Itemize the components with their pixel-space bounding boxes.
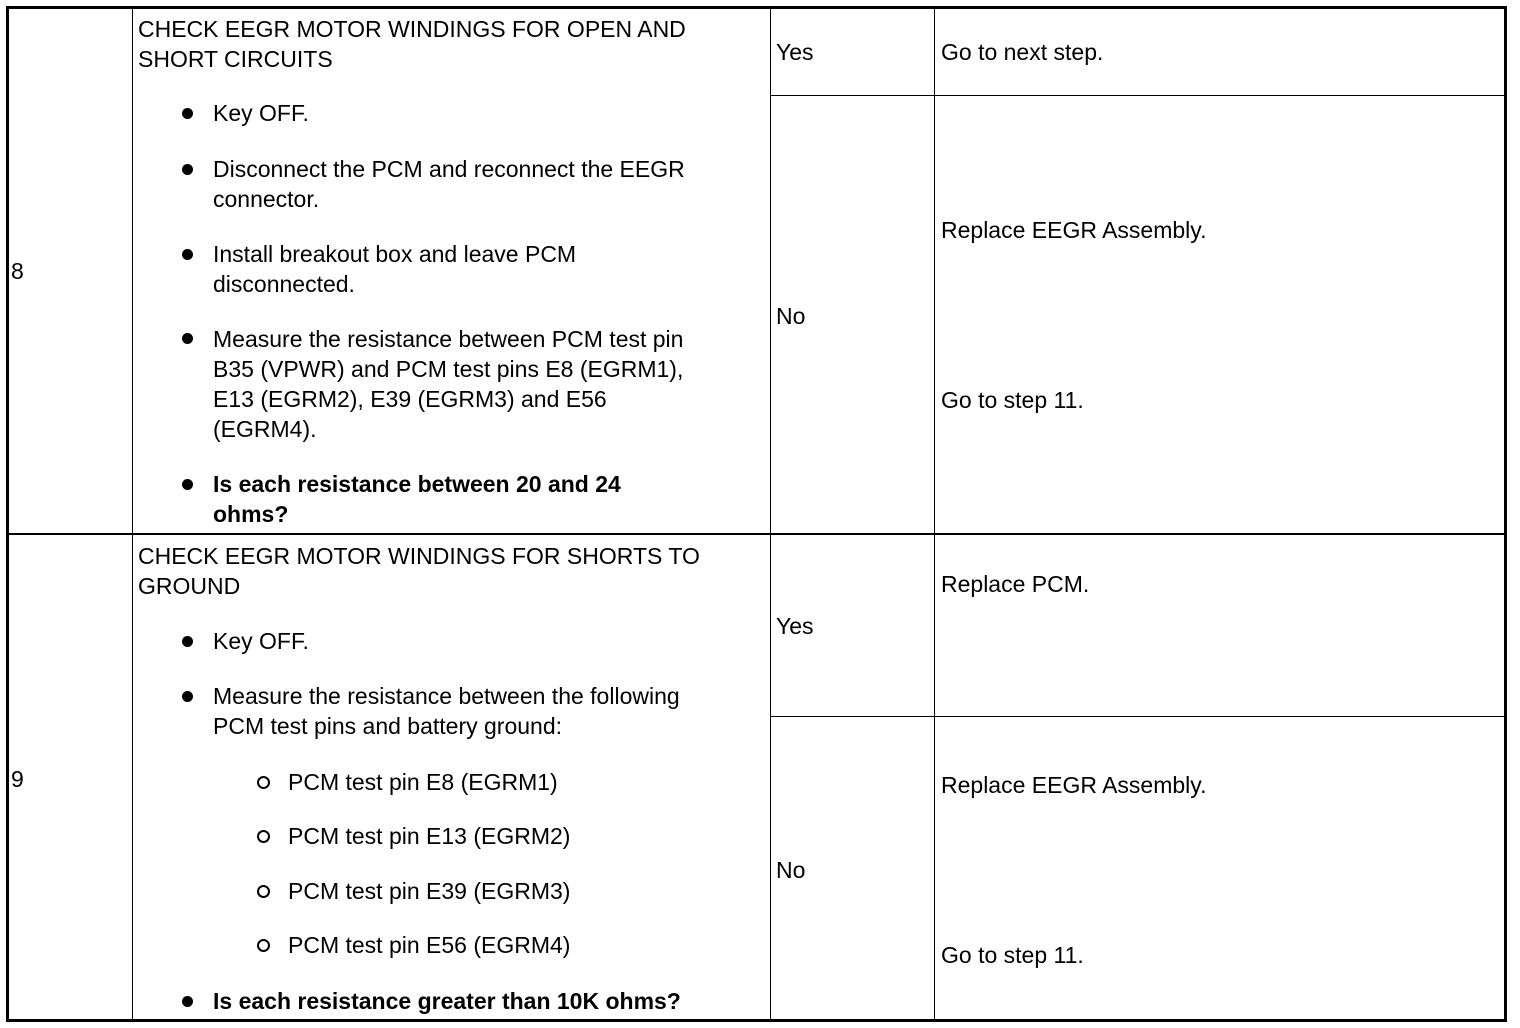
action-text: Replace EEGR Assembly. bbox=[941, 217, 1207, 243]
bullet-text: Disconnect the PCM and reconnect the EEGR bbox=[213, 156, 685, 182]
bullet-icon bbox=[182, 636, 193, 647]
bullet-icon bbox=[182, 249, 193, 260]
bullet-text: connector. bbox=[213, 186, 320, 212]
sub-bullet-icon bbox=[257, 885, 270, 898]
bullet-text: Key OFF. bbox=[213, 628, 309, 654]
sub-bullet-text: PCM test pin E8 (EGRM1) bbox=[288, 769, 558, 795]
step-title: SHORT CIRCUITS bbox=[138, 46, 333, 72]
question-text: Is each resistance between 20 and 24 bbox=[213, 471, 621, 497]
bullet-text: PCM test pins and battery ground: bbox=[213, 713, 563, 739]
bullet-icon bbox=[182, 108, 193, 119]
step-title: CHECK EEGR MOTOR WINDINGS FOR SHORTS TO bbox=[138, 543, 700, 569]
sub-bullet-icon bbox=[257, 776, 270, 789]
result-yes: Yes bbox=[776, 613, 814, 639]
question-text: ohms? bbox=[213, 501, 289, 527]
action-text: Replace EEGR Assembly. bbox=[941, 772, 1207, 798]
action-text: Go to next step. bbox=[941, 39, 1104, 65]
bullet-text: Key OFF. bbox=[213, 100, 309, 126]
result-no: No bbox=[776, 857, 806, 883]
bullet-icon bbox=[182, 691, 193, 702]
row-divider-step9-yes-no bbox=[770, 716, 1505, 717]
row-divider-step8-step9 bbox=[8, 533, 1505, 535]
bullet-icon bbox=[182, 164, 193, 175]
sub-bullet-text: PCM test pin E13 (EGRM2) bbox=[288, 823, 571, 849]
action-text: Replace PCM. bbox=[941, 571, 1090, 597]
action-text: Go to step 11. bbox=[941, 387, 1084, 413]
bullet-text: Measure the resistance between the following bbox=[213, 683, 680, 709]
sub-bullet-text: PCM test pin E39 (EGRM3) bbox=[288, 878, 571, 904]
action-text: Go to step 11. bbox=[941, 942, 1084, 968]
col-divider-number bbox=[132, 8, 133, 1020]
step-number: 8 bbox=[11, 258, 24, 284]
result-no: No bbox=[776, 303, 806, 329]
step-title: CHECK EEGR MOTOR WINDINGS FOR OPEN AND bbox=[138, 16, 686, 42]
sub-bullet-icon bbox=[257, 830, 270, 843]
question-text: Is each resistance greater than 10K ohms? bbox=[213, 988, 681, 1014]
bullet-icon bbox=[182, 996, 193, 1007]
sub-bullet-text: PCM test pin E56 (EGRM4) bbox=[288, 932, 571, 958]
col-divider-result bbox=[770, 8, 771, 1020]
bullet-icon bbox=[182, 333, 193, 344]
sub-bullet-icon bbox=[257, 939, 270, 952]
bullet-text: B35 (VPWR) and PCM test pins E8 (EGRM1), bbox=[213, 356, 684, 382]
bullet-text: E13 (EGRM2), E39 (EGRM3) and E56 bbox=[213, 386, 607, 412]
row-divider-step8-yes-no bbox=[770, 95, 1505, 96]
bullet-text: Measure the resistance between PCM test pin bbox=[213, 326, 684, 352]
bullet-text: Install breakout box and leave PCM bbox=[213, 241, 577, 267]
step-number: 9 bbox=[11, 766, 24, 792]
bullet-icon bbox=[182, 479, 193, 490]
result-yes: Yes bbox=[776, 39, 814, 65]
step-title: GROUND bbox=[138, 573, 241, 599]
col-divider-action bbox=[934, 8, 935, 1020]
bullet-text: (EGRM4). bbox=[213, 416, 317, 442]
bullet-text: disconnected. bbox=[213, 271, 355, 297]
